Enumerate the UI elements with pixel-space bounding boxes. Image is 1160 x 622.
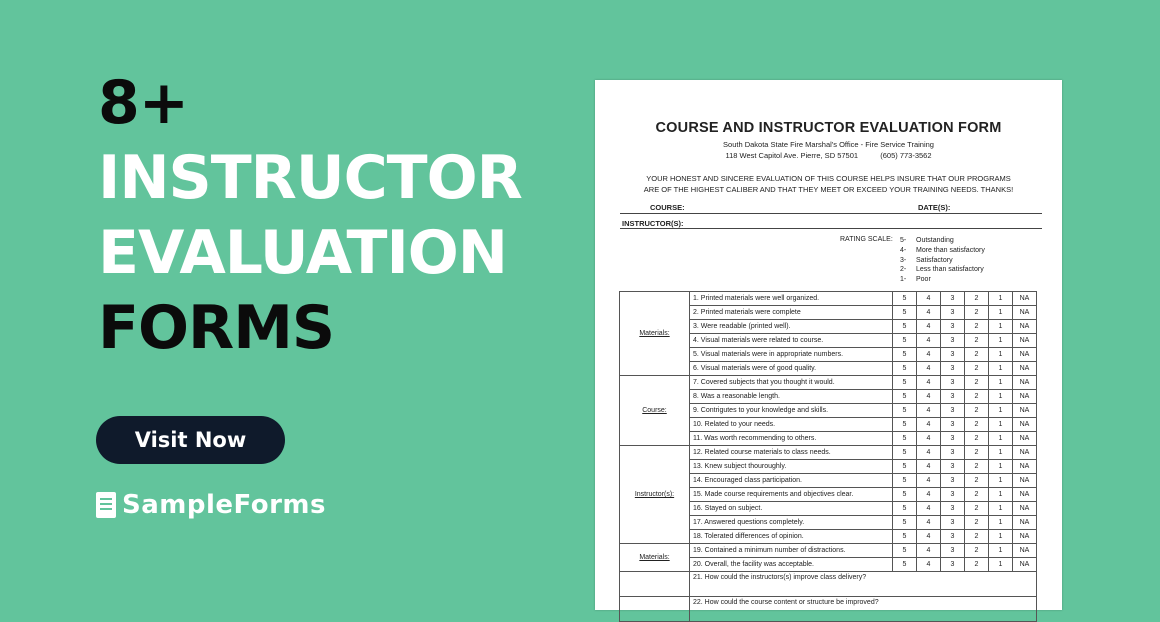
score-option[interactable]: 4 bbox=[917, 460, 941, 474]
score-option[interactable]: 5 bbox=[893, 320, 917, 334]
score-option[interactable]: NA bbox=[1013, 306, 1037, 320]
instructor-label: INSTRUCTOR(S): bbox=[622, 219, 684, 228]
score-option[interactable]: 2 bbox=[965, 292, 989, 306]
question-text: 11. Was worth recommending to others. bbox=[690, 432, 893, 446]
score-option[interactable]: 2 bbox=[965, 348, 989, 362]
score-option[interactable]: 1 bbox=[989, 530, 1013, 544]
table-row bbox=[620, 446, 1037, 460]
section-label: Materials: bbox=[620, 292, 690, 376]
score-option[interactable]: 5 bbox=[893, 502, 917, 516]
score-option[interactable]: 5 bbox=[893, 530, 917, 544]
score-option[interactable]: 2 bbox=[965, 460, 989, 474]
question-text: 6. Visual materials were of good quality. bbox=[690, 362, 893, 376]
question-text: 17. Answered questions completely. bbox=[690, 516, 893, 530]
question-text: 5. Visual materials were in appropriate numbers. bbox=[690, 348, 893, 362]
rating-scale-item bbox=[900, 236, 985, 246]
score-option[interactable]: 3 bbox=[941, 320, 965, 334]
score-option[interactable]: 1 bbox=[989, 488, 1013, 502]
score-option[interactable]: 3 bbox=[941, 460, 965, 474]
rating-scale-text: More than satisfactory bbox=[916, 246, 985, 254]
score-option[interactable]: NA bbox=[1013, 348, 1037, 362]
question-text: 2. Printed materials were complete bbox=[690, 306, 893, 320]
course-label: COURSE: bbox=[650, 203, 685, 212]
score-option[interactable]: NA bbox=[1013, 432, 1037, 446]
score-option[interactable]: 5 bbox=[893, 292, 917, 306]
question-text: 8. Was a reasonable length. bbox=[690, 390, 893, 404]
question-text: 16. Stayed on subject. bbox=[690, 502, 893, 516]
score-option[interactable]: 2 bbox=[965, 376, 989, 390]
score-option[interactable]: 5 bbox=[893, 306, 917, 320]
rating-scale-number: 1- bbox=[900, 276, 907, 284]
score-option[interactable]: NA bbox=[1013, 446, 1037, 460]
score-option[interactable]: 1 bbox=[989, 390, 1013, 404]
question-text: 10. Related to your needs. bbox=[690, 418, 893, 432]
open-question-spacer bbox=[620, 572, 690, 597]
score-option[interactable]: 5 bbox=[893, 432, 917, 446]
form-address: 118 West Capitol Ave. Pierre, SD 57501 bbox=[725, 151, 859, 160]
score-option[interactable]: 3 bbox=[941, 530, 965, 544]
section-label: Course: bbox=[620, 376, 690, 446]
table-row bbox=[620, 292, 1037, 306]
score-option[interactable]: 4 bbox=[917, 348, 941, 362]
score-option[interactable]: 3 bbox=[941, 432, 965, 446]
score-option[interactable]: 4 bbox=[917, 530, 941, 544]
score-option[interactable]: 1 bbox=[989, 432, 1013, 446]
score-option[interactable]: 2 bbox=[965, 474, 989, 488]
question-text: 9. Contrigutes to your knowledge and skills. bbox=[690, 404, 893, 418]
score-option[interactable]: NA bbox=[1013, 544, 1037, 558]
score-option[interactable]: 4 bbox=[917, 516, 941, 530]
question-text: 3. Were readable (printed well). bbox=[690, 320, 893, 334]
rating-scale-item bbox=[900, 246, 985, 256]
question-text: 18. Tolerated differences of opinion. bbox=[690, 530, 893, 544]
headline-line-forms: FORMS bbox=[98, 293, 335, 363]
form-phone: (605) 773-3562 bbox=[880, 151, 932, 160]
score-option[interactable]: 2 bbox=[965, 390, 989, 404]
score-option[interactable]: 5 bbox=[893, 390, 917, 404]
score-option[interactable]: NA bbox=[1013, 488, 1037, 502]
table-row bbox=[620, 376, 1037, 390]
rating-scale-text: Less than satisfactory bbox=[916, 266, 984, 274]
score-option[interactable]: 2 bbox=[965, 488, 989, 502]
score-option[interactable]: 5 bbox=[893, 348, 917, 362]
visit-now-button[interactable]: Visit Now bbox=[96, 416, 285, 464]
score-option[interactable]: 2 bbox=[965, 306, 989, 320]
date-label: DATE(S): bbox=[918, 203, 951, 212]
score-option[interactable]: 2 bbox=[965, 558, 989, 572]
score-option[interactable]: 4 bbox=[917, 432, 941, 446]
score-option[interactable]: 5 bbox=[893, 558, 917, 572]
score-option[interactable]: 4 bbox=[917, 320, 941, 334]
form-address-line bbox=[595, 151, 1062, 160]
score-option[interactable]: 1 bbox=[989, 292, 1013, 306]
score-option[interactable]: 3 bbox=[941, 306, 965, 320]
score-option[interactable]: 2 bbox=[965, 530, 989, 544]
course-date-line bbox=[620, 213, 1042, 214]
score-option[interactable]: NA bbox=[1013, 404, 1037, 418]
rating-scale-number: 2- bbox=[900, 266, 907, 274]
rating-scale-number: 4- bbox=[900, 246, 907, 254]
question-text: 12. Related course materials to class needs. bbox=[690, 446, 893, 460]
score-option[interactable]: 3 bbox=[941, 334, 965, 348]
instructor-line bbox=[620, 228, 1042, 229]
score-option[interactable]: 4 bbox=[917, 502, 941, 516]
rating-scale-number: 5- bbox=[900, 237, 907, 244]
rating-scale-label: RATING SCALE: bbox=[840, 236, 893, 243]
open-question[interactable]: 22. How could the course content or structure be improved? bbox=[690, 597, 1037, 622]
score-option[interactable]: 4 bbox=[917, 376, 941, 390]
table-row bbox=[620, 572, 1037, 597]
score-option[interactable]: 1 bbox=[989, 446, 1013, 460]
question-text: 15. Made course requirements and objectives clear. bbox=[690, 488, 893, 502]
rating-scale bbox=[900, 236, 985, 285]
score-option[interactable]: 1 bbox=[989, 348, 1013, 362]
score-option[interactable]: 1 bbox=[989, 418, 1013, 432]
score-option[interactable]: 3 bbox=[941, 502, 965, 516]
score-option[interactable]: NA bbox=[1013, 320, 1037, 334]
score-option[interactable]: 3 bbox=[941, 376, 965, 390]
score-option[interactable]: 1 bbox=[989, 502, 1013, 516]
headline bbox=[98, 66, 522, 366]
score-option[interactable]: 1 bbox=[989, 362, 1013, 376]
score-option[interactable]: 1 bbox=[989, 516, 1013, 530]
question-text: 1. Printed materials were well organized. bbox=[690, 292, 893, 306]
score-option[interactable]: 4 bbox=[917, 334, 941, 348]
score-option[interactable]: 2 bbox=[965, 418, 989, 432]
rating-scale-text: Poor bbox=[916, 276, 931, 284]
form-preview[interactable] bbox=[595, 80, 1062, 610]
score-option[interactable]: 5 bbox=[893, 418, 917, 432]
rating-scale-item bbox=[900, 275, 985, 285]
table-row bbox=[620, 544, 1037, 558]
score-option[interactable]: 4 bbox=[917, 558, 941, 572]
rating-scale-item bbox=[900, 256, 985, 266]
question-text: 20. Overall, the facility was acceptable. bbox=[690, 558, 893, 572]
score-option[interactable]: NA bbox=[1013, 460, 1037, 474]
score-option[interactable]: NA bbox=[1013, 558, 1037, 572]
score-option[interactable]: 5 bbox=[893, 334, 917, 348]
question-text: 7. Covered subjects that you thought it would. bbox=[690, 376, 893, 390]
score-option[interactable]: NA bbox=[1013, 292, 1037, 306]
score-option[interactable]: NA bbox=[1013, 362, 1037, 376]
question-text: 14. Encouraged class participation. bbox=[690, 474, 893, 488]
headline-line-evaluation: EVALUATION bbox=[98, 218, 508, 288]
table-row bbox=[620, 597, 1037, 622]
rating-table bbox=[619, 291, 1037, 622]
form-intro-1: YOUR HONEST AND SINCERE EVALUATION OF THIS COURSE HELPS INSURE THAT OUR PROGRAMS bbox=[646, 174, 1011, 183]
score-option[interactable]: 4 bbox=[917, 418, 941, 432]
score-option[interactable]: 1 bbox=[989, 460, 1013, 474]
score-option[interactable]: 5 bbox=[893, 516, 917, 530]
score-option[interactable]: 3 bbox=[941, 516, 965, 530]
score-option[interactable]: 5 bbox=[893, 446, 917, 460]
score-option[interactable]: 1 bbox=[989, 558, 1013, 572]
form-title: COURSE AND INSTRUCTOR EVALUATION FORM bbox=[655, 120, 1002, 136]
brand-name: SampleForms bbox=[122, 490, 326, 520]
score-option[interactable]: 4 bbox=[917, 544, 941, 558]
score-option[interactable]: 3 bbox=[941, 558, 965, 572]
score-option[interactable]: 2 bbox=[965, 446, 989, 460]
score-option[interactable]: 3 bbox=[941, 362, 965, 376]
score-option[interactable]: 2 bbox=[965, 334, 989, 348]
score-option[interactable]: 1 bbox=[989, 544, 1013, 558]
score-option[interactable]: 3 bbox=[941, 474, 965, 488]
score-option[interactable]: NA bbox=[1013, 418, 1037, 432]
document-icon bbox=[96, 492, 116, 518]
score-option[interactable]: 3 bbox=[941, 404, 965, 418]
headline-count: 8+ bbox=[98, 68, 189, 138]
rating-scale-item bbox=[900, 265, 985, 275]
score-option[interactable]: NA bbox=[1013, 376, 1037, 390]
score-option[interactable]: 2 bbox=[965, 544, 989, 558]
score-option[interactable]: NA bbox=[1013, 334, 1037, 348]
score-option[interactable]: 3 bbox=[941, 348, 965, 362]
score-option[interactable]: NA bbox=[1013, 516, 1037, 530]
score-option[interactable]: 3 bbox=[941, 446, 965, 460]
score-option[interactable]: NA bbox=[1013, 530, 1037, 544]
score-option[interactable]: 5 bbox=[893, 362, 917, 376]
score-option[interactable]: 2 bbox=[965, 320, 989, 334]
question-text: 13. Knew subject thouroughly. bbox=[690, 460, 893, 474]
rating-scale-text: Outstanding bbox=[916, 237, 954, 244]
headline-line-instructor: INSTRUCTOR bbox=[98, 143, 522, 213]
score-option[interactable]: 4 bbox=[917, 488, 941, 502]
score-option[interactable]: NA bbox=[1013, 390, 1037, 404]
section-label: Instructor(s): bbox=[620, 446, 690, 544]
open-question[interactable]: 21. How could the instructors(s) improve class delivery? bbox=[690, 572, 1037, 597]
score-option[interactable]: NA bbox=[1013, 474, 1037, 488]
score-option[interactable]: 1 bbox=[989, 320, 1013, 334]
score-option[interactable]: 1 bbox=[989, 474, 1013, 488]
score-option[interactable]: 5 bbox=[893, 404, 917, 418]
score-option[interactable]: 3 bbox=[941, 292, 965, 306]
score-option[interactable]: 1 bbox=[989, 376, 1013, 390]
score-option[interactable]: 2 bbox=[965, 432, 989, 446]
rating-scale-text: Satisfactory bbox=[916, 256, 953, 264]
section-label: Materials: bbox=[620, 544, 690, 572]
score-option[interactable]: 5 bbox=[893, 460, 917, 474]
score-option[interactable]: 5 bbox=[893, 544, 917, 558]
score-option[interactable]: 1 bbox=[989, 334, 1013, 348]
brand-logo[interactable] bbox=[96, 490, 326, 520]
score-option[interactable]: 4 bbox=[917, 404, 941, 418]
score-option[interactable]: 4 bbox=[917, 306, 941, 320]
score-option[interactable]: 4 bbox=[917, 362, 941, 376]
score-option[interactable]: 4 bbox=[917, 446, 941, 460]
question-text: 19. Contained a minimum number of distractions. bbox=[690, 544, 893, 558]
score-option[interactable]: 3 bbox=[941, 390, 965, 404]
score-option[interactable]: 5 bbox=[893, 488, 917, 502]
open-question-spacer bbox=[620, 597, 690, 622]
score-option[interactable]: 4 bbox=[917, 474, 941, 488]
score-option[interactable]: NA bbox=[1013, 502, 1037, 516]
score-option[interactable]: 2 bbox=[965, 362, 989, 376]
score-option[interactable]: 5 bbox=[893, 376, 917, 390]
score-option[interactable]: 3 bbox=[941, 418, 965, 432]
score-option[interactable]: 2 bbox=[965, 502, 989, 516]
score-option[interactable]: 4 bbox=[917, 292, 941, 306]
score-option[interactable]: 1 bbox=[989, 404, 1013, 418]
score-option[interactable]: 2 bbox=[965, 404, 989, 418]
score-option[interactable]: 3 bbox=[941, 544, 965, 558]
score-option[interactable]: 5 bbox=[893, 474, 917, 488]
question-text: 4. Visual materials were related to course. bbox=[690, 334, 893, 348]
rating-scale-number: 3- bbox=[900, 256, 907, 264]
score-option[interactable]: 2 bbox=[965, 516, 989, 530]
score-option[interactable]: 4 bbox=[917, 390, 941, 404]
form-intro-2: ARE OF THE HIGHEST CALIBER AND THAT THEY MEET OR EXCEED YOUR TRAINING NEEDS. THANKS! bbox=[643, 185, 1014, 194]
form-org: South Dakota State Fire Marshal's Office - Fire Service Training bbox=[723, 140, 934, 149]
score-option[interactable]: 1 bbox=[989, 306, 1013, 320]
score-option[interactable]: 3 bbox=[941, 488, 965, 502]
